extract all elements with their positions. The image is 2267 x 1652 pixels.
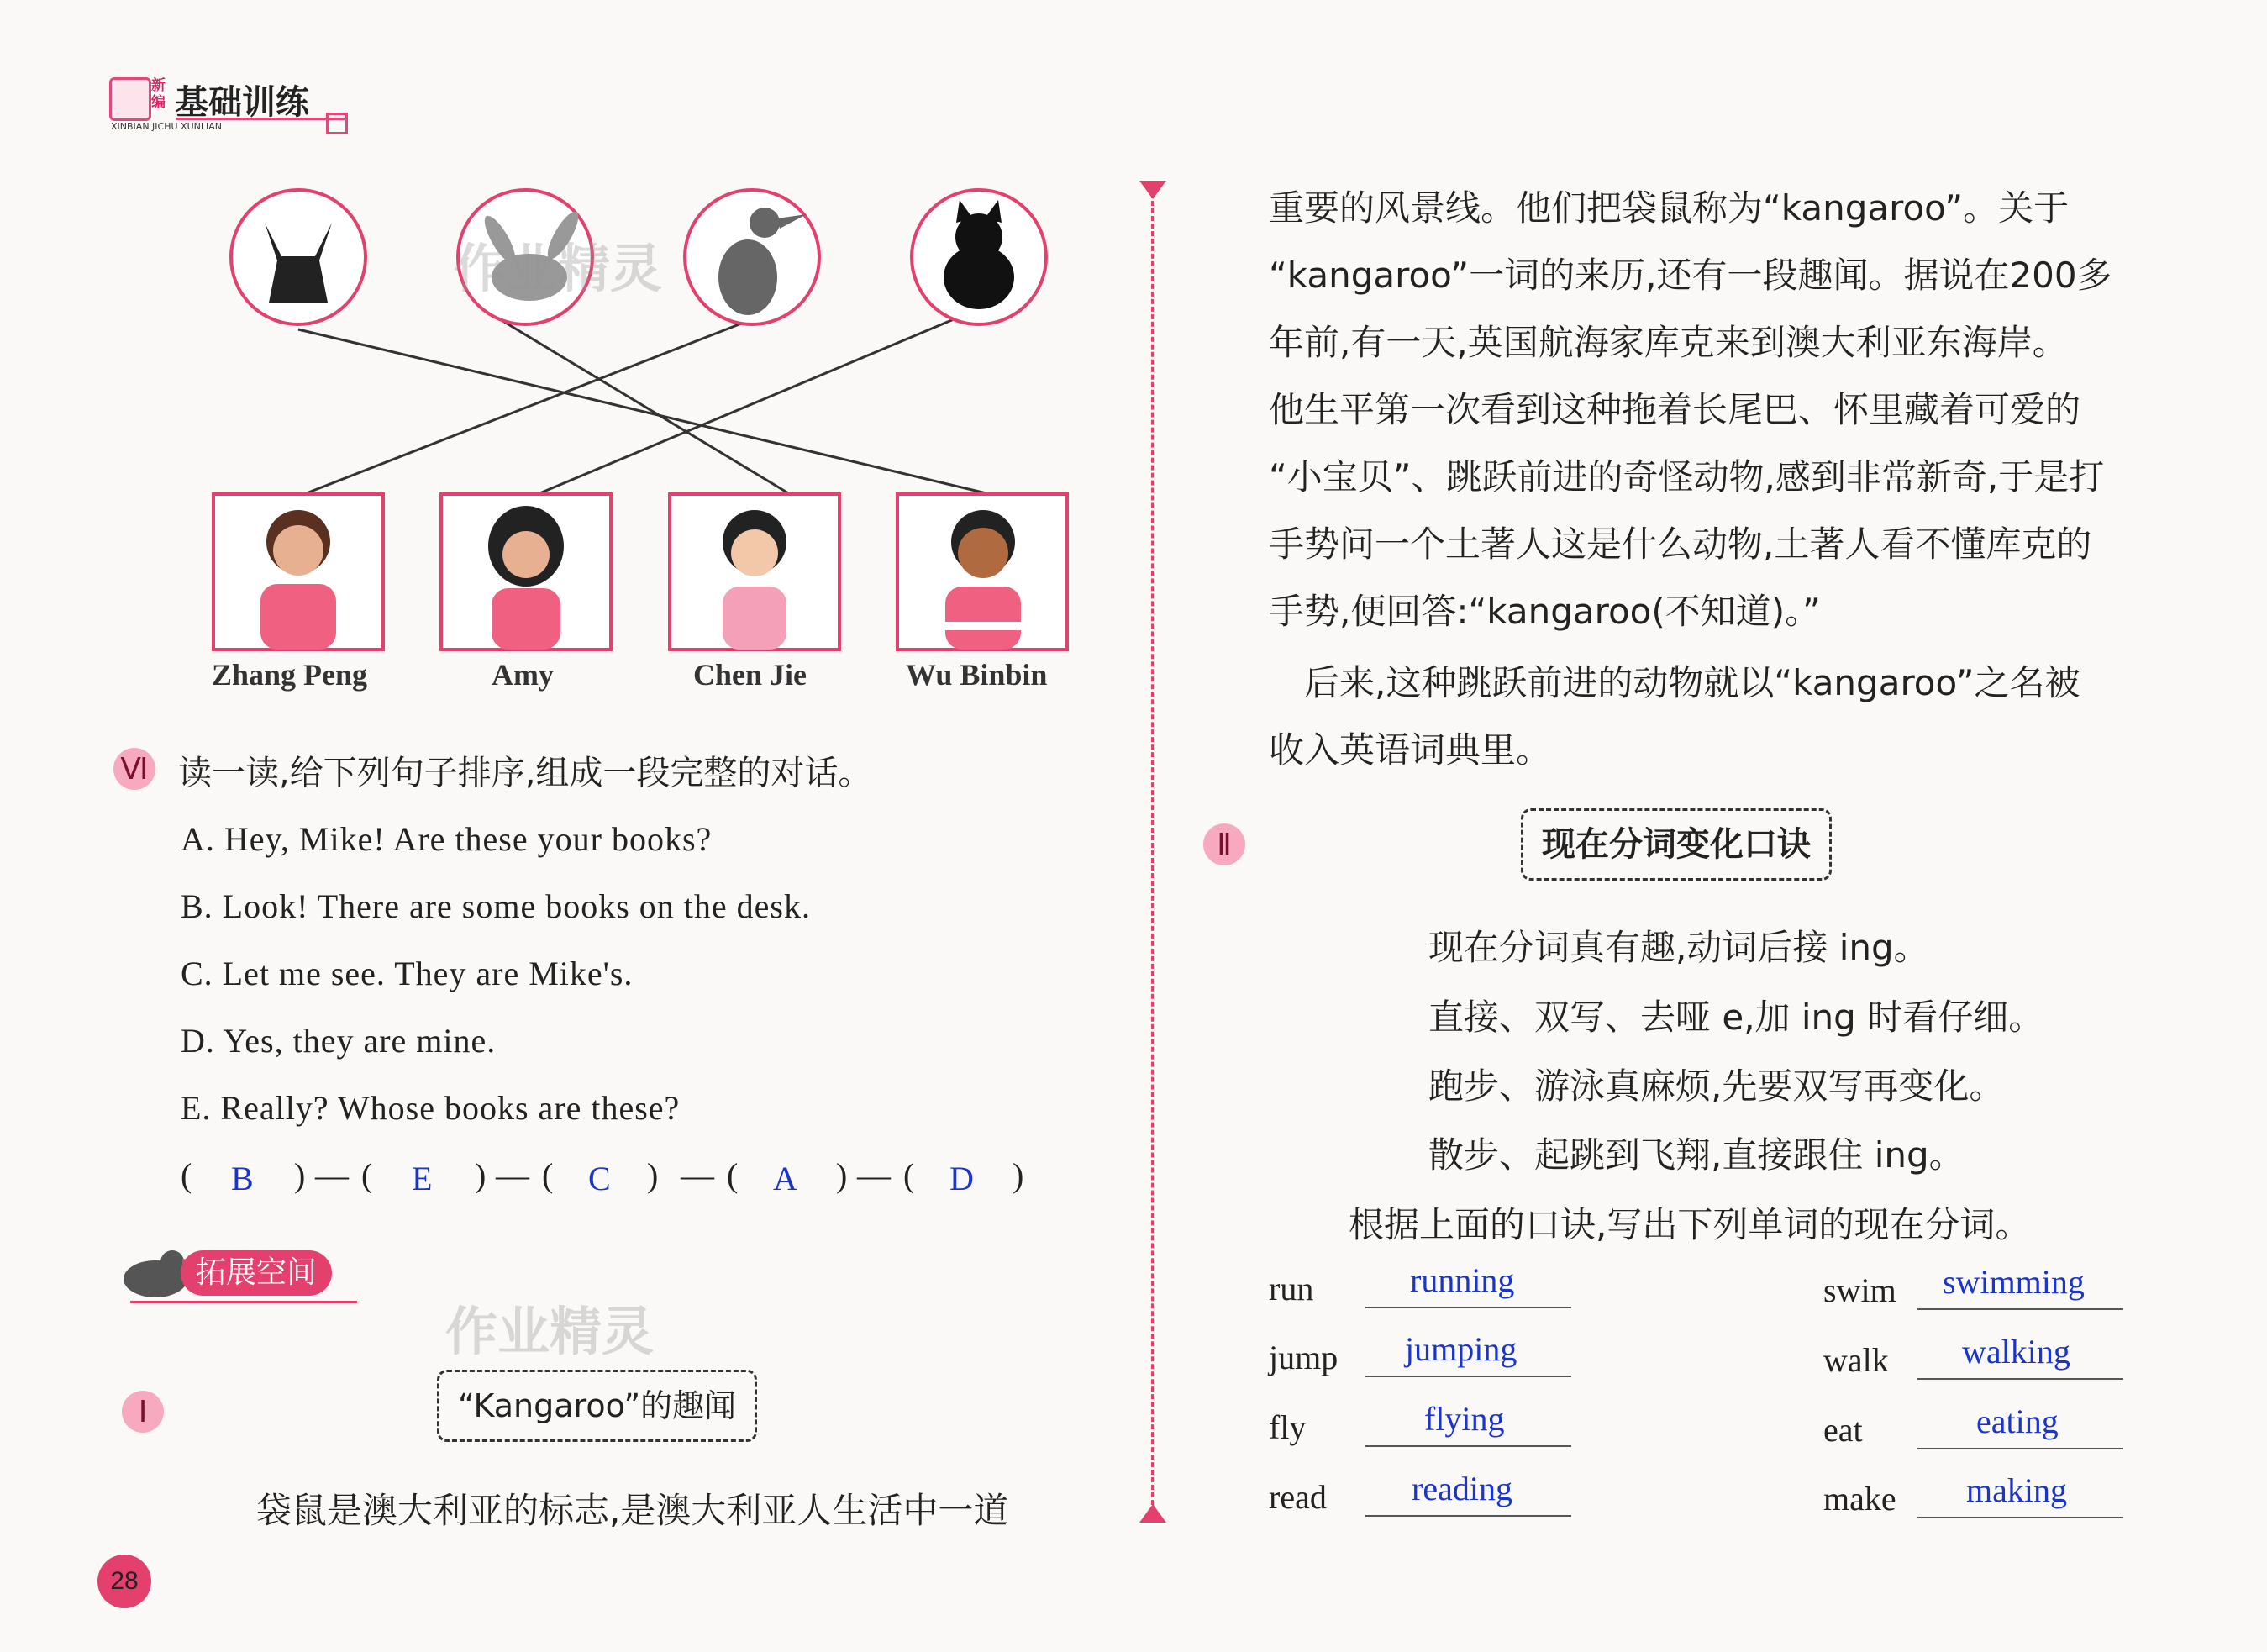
word-run: run bbox=[1269, 1270, 1314, 1307]
answer-walking[interactable]: walking bbox=[1962, 1333, 2070, 1371]
word-eat: eat bbox=[1823, 1411, 1863, 1449]
paren-close-3: ) bbox=[647, 1156, 659, 1194]
logo-underline bbox=[176, 118, 345, 120]
logo-book-icon bbox=[109, 77, 151, 121]
answer-line-fly bbox=[1365, 1445, 1571, 1447]
section-6-number: Ⅵ bbox=[113, 748, 155, 790]
answer-line-jump bbox=[1365, 1376, 1571, 1377]
dash-2: — bbox=[496, 1156, 529, 1194]
center-divider bbox=[1151, 193, 1154, 1513]
story-line-3: 年前,有一天,英国航海家库克来到澳大利亚东海岸。 bbox=[1269, 322, 2068, 363]
paren-open-3: ( bbox=[542, 1156, 554, 1194]
section-1-number: Ⅰ bbox=[122, 1391, 164, 1433]
expand-banner bbox=[113, 1244, 366, 1311]
kid-name-zhang-peng: Zhang Peng bbox=[212, 658, 368, 692]
kid-name-chen-jie: Chen Jie bbox=[693, 658, 807, 692]
word-fly: fly bbox=[1269, 1408, 1307, 1446]
dash-3: — bbox=[681, 1156, 714, 1194]
logo-title: 基础训练 bbox=[175, 83, 309, 122]
sentence-d: D. Yes, they are mine. bbox=[181, 1022, 497, 1060]
story-line-8: 后来,这种跳跃前进的动物就以“kangaroo”之名被 bbox=[1269, 662, 2080, 703]
section-6-instruction: 读一读,给下列句子排序,组成一段完整的对话。 bbox=[178, 754, 872, 792]
answer-flying[interactable]: flying bbox=[1424, 1400, 1505, 1438]
word-read: read bbox=[1269, 1478, 1327, 1516]
match-line-1 bbox=[298, 329, 990, 494]
story-line-2: “kangaroo”一词的来历,还有一段趣闻。据说在200多 bbox=[1269, 255, 2112, 296]
poem-line-3: 跑步、游泳真麻烦,先要双写再变化。 bbox=[1428, 1065, 2005, 1107]
kid-name-amy: Amy bbox=[492, 658, 554, 692]
story-line-9: 收入英语词典里。 bbox=[1269, 729, 1552, 771]
sentence-a: A. Hey, Mike! Are these your books? bbox=[181, 820, 713, 858]
sentence-c: C. Let me see. They are Mike's. bbox=[181, 955, 634, 992]
divider-arrow-top-icon bbox=[1139, 181, 1166, 199]
paren-close-4: ) bbox=[836, 1156, 848, 1194]
section-2-number: Ⅱ bbox=[1203, 823, 1245, 865]
answer-jumping[interactable]: jumping bbox=[1405, 1330, 1517, 1368]
answer-line-swim bbox=[1917, 1308, 2123, 1310]
watermark-1: 作业精灵 bbox=[454, 238, 663, 299]
paren-open-4: ( bbox=[727, 1156, 739, 1194]
paren-open-1: ( bbox=[181, 1156, 192, 1194]
bird-icon bbox=[113, 1244, 189, 1302]
sentence-b: B. Look! There are some books on the desk. bbox=[181, 887, 811, 925]
word-swim: swim bbox=[1823, 1271, 1896, 1309]
logo-square bbox=[326, 113, 348, 134]
kangaroo-title-box: “Kangaroo”的趣闻 bbox=[437, 1370, 757, 1442]
expand-underline bbox=[130, 1301, 357, 1303]
poem-line-2: 直接、双写、去哑 e,加 ing 时看仔细。 bbox=[1428, 997, 2044, 1038]
answer-running[interactable]: running bbox=[1410, 1261, 1515, 1299]
dash-4: — bbox=[857, 1156, 891, 1194]
paren-open-2: ( bbox=[361, 1156, 373, 1194]
answer-line-read bbox=[1365, 1515, 1571, 1517]
order-answer-4[interactable]: A bbox=[773, 1160, 797, 1197]
answer-swimming[interactable]: swimming bbox=[1943, 1263, 2085, 1301]
answer-line-eat bbox=[1917, 1448, 2123, 1449]
order-answer-row bbox=[181, 1155, 1055, 1206]
paren-close-5: ) bbox=[1013, 1156, 1024, 1194]
poem-line-1: 现在分词真有趣,动词后接 ing。 bbox=[1428, 927, 1929, 968]
order-answer-1[interactable]: B bbox=[231, 1160, 254, 1197]
page-number: 28 bbox=[97, 1555, 151, 1608]
participle-title-box: 现在分词变化口诀 bbox=[1521, 808, 1832, 881]
header-logo bbox=[109, 74, 361, 141]
paren-open-5: ( bbox=[903, 1156, 915, 1194]
sentence-e: E. Really? Whose books are these? bbox=[181, 1089, 681, 1127]
word-make: make bbox=[1823, 1480, 1896, 1518]
story-line-6: 手势问一个土著人这是什么动物,土著人看不懂库克的 bbox=[1269, 523, 2092, 565]
answer-line-run bbox=[1365, 1307, 1571, 1308]
answer-eating[interactable]: eating bbox=[1976, 1402, 2059, 1440]
story-line-1: 重要的风景线。他们把袋鼠称为“kangaroo”。关于 bbox=[1269, 187, 2070, 229]
poem-line-4: 散步、起跳到飞翔,直接跟住 ing。 bbox=[1428, 1134, 1965, 1176]
expand-title: 拓展空间 bbox=[181, 1250, 332, 1296]
word-jump: jump bbox=[1269, 1339, 1339, 1376]
answer-line-make bbox=[1917, 1517, 2123, 1518]
answer-making[interactable]: making bbox=[1966, 1471, 2067, 1509]
logo-subtitle: XINBIAN JICHU XUNLIAN bbox=[111, 121, 222, 132]
logo-badge: 新编 bbox=[151, 77, 166, 111]
order-answer-3[interactable]: C bbox=[588, 1160, 611, 1197]
story-line-7: 手势,便回答:“kangaroo(不知道)。” bbox=[1269, 591, 1821, 632]
kid-name-wu-binbin: Wu Binbin bbox=[906, 658, 1048, 692]
paren-close-1: ) bbox=[294, 1156, 306, 1194]
word-walk: walk bbox=[1823, 1341, 1889, 1379]
answer-reading[interactable]: reading bbox=[1412, 1470, 1512, 1507]
paren-close-2: ) bbox=[475, 1156, 487, 1194]
kangaroo-intro-text: 袋鼠是澳大利亚的标志,是澳大利亚人生活中一道 bbox=[256, 1490, 1009, 1531]
story-line-5: “小宝贝”、跳跃前进的奇怪动物,感到非常新奇,于是打 bbox=[1269, 456, 2105, 497]
watermark-2: 作业精灵 bbox=[445, 1301, 655, 1362]
story-line-4: 他生平第一次看到这种拖着长尾巴、怀里藏着可爱的 bbox=[1269, 389, 2081, 430]
divider-arrow-bottom-icon bbox=[1139, 1504, 1166, 1523]
order-answer-2[interactable]: E bbox=[412, 1160, 433, 1197]
dash-1: — bbox=[315, 1156, 349, 1194]
order-answer-5[interactable]: D bbox=[949, 1160, 974, 1197]
participle-task: 根据上面的口诀,写出下列单词的现在分词。 bbox=[1349, 1204, 2031, 1245]
answer-line-walk bbox=[1917, 1378, 2123, 1380]
